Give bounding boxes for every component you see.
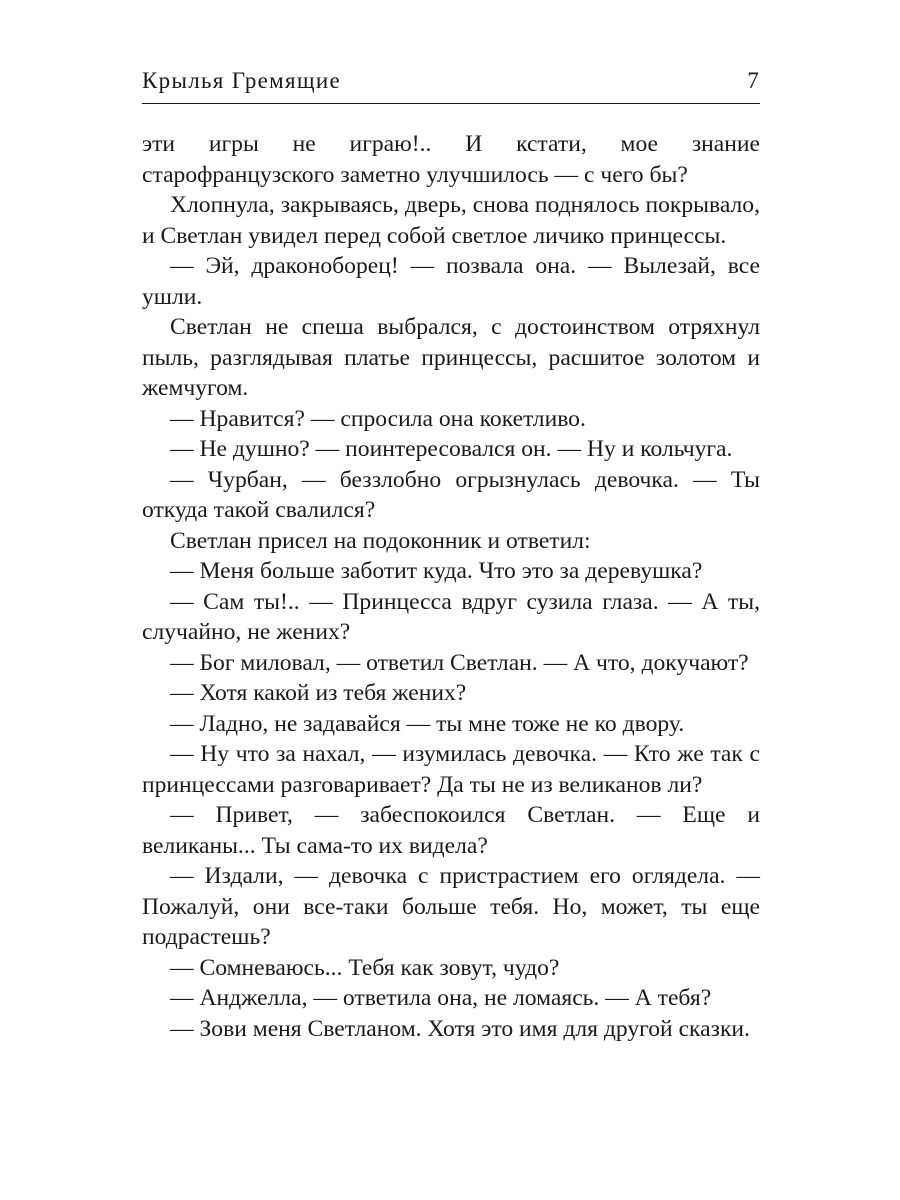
paragraph: — Издали, — девочка с пристрастием его оглядела. — Пожалуй, они все-таки больше тебя. Но, может, ты еще подрастешь? [142, 863, 760, 950]
paragraph: — Хотя какой из тебя жених? [170, 680, 467, 706]
paragraph: — Ну что за нахал, — изумилась девочка. — Кто же так с принцессами разговаривает? Да ты не из великанов ли? [142, 741, 760, 798]
paragraph: — Зови меня Светланом. Хотя это имя для другой сказки. [170, 1015, 750, 1042]
paragraph: — Чурбан, — беззлобно огрызнулась девочка. — Ты откуда такой свалился? [142, 466, 760, 523]
page-number: 7 [747, 68, 760, 93]
paragraph: — Нравится? — спросила она кокетливо. [170, 405, 586, 432]
paragraph: — Анджелла, — ответила она, не ломаясь. — А тебя? [170, 985, 712, 1011]
paragraph: Светлан присел на подоконник и ответил: [170, 527, 591, 554]
paragraph: — Ладно, не задавайся — ты мне тоже не ко двору. [170, 710, 685, 737]
paragraph: — Сам ты!.. — Принцесса вдруг сузила глаза. — А ты, случайно, не жених? [142, 588, 760, 645]
paragraph: — Привет, — забеспокоился Светлан. — Еще и великаны... Ты сама-то их видела? [142, 802, 760, 859]
header-rule [142, 103, 760, 104]
book-page [142, 60, 760, 1044]
body-text [142, 129, 760, 1044]
paragraph: эти игры не играю!.. И кстати, мое знание старофранцузского заметно улучшилось — с чего бы? [142, 131, 760, 188]
paragraph: — Не душно? — поинтересовался он. — Ну и кольчуга. [170, 436, 733, 462]
paragraph: Светлан не спеша выбрался, с достоинством отряхнул пыль, разглядывая платье принцессы, расшитое золотом и жемчугом. [142, 314, 760, 401]
paragraph: — Эй, драконоборец! — позвала она. — Вылезай, все ушли. [142, 253, 760, 310]
paragraph: Хлопнула, закрываясь, дверь, снова поднялось покрывало, и Светлан увидел перед собой светлое личико принцессы. [142, 192, 760, 249]
paragraph: — Сомневаюсь... Тебя как зовут, чудо? [170, 954, 560, 981]
book-title: Крылья Гремящие [142, 68, 342, 93]
paragraph: — Бог миловал, — ответил Светлан. — А что, докучают? [170, 649, 749, 676]
running-header [142, 60, 760, 102]
paragraph: — Меня больше заботит куда. Что это за деревушка? [170, 558, 703, 584]
